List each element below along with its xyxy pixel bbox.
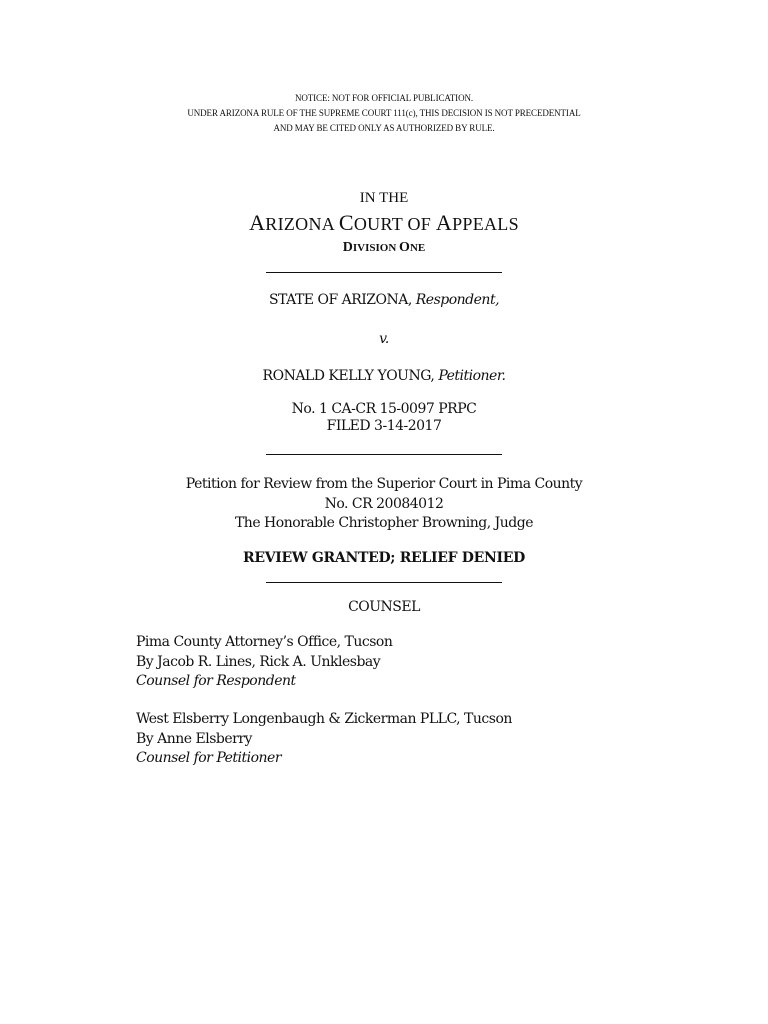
division-part: IVISION bbox=[352, 242, 400, 254]
petitioner-role: Petitioner. bbox=[438, 368, 506, 384]
divider-rule bbox=[266, 582, 502, 583]
court-division bbox=[0, 240, 768, 256]
versus-label: v. bbox=[379, 331, 389, 347]
petitioner-name: RONALD KELLY YOUNG, bbox=[262, 368, 439, 384]
division-part: NE bbox=[409, 242, 426, 254]
division-part: D bbox=[342, 240, 353, 255]
counsel-block-petitioner bbox=[136, 710, 696, 769]
respondent-name: STATE OF ARIZONA, bbox=[268, 292, 416, 308]
court-name bbox=[0, 210, 768, 236]
counsel-office: Pima County Attorney’s Office, Tucson bbox=[136, 634, 393, 650]
counsel-role: Counsel for Respondent bbox=[136, 673, 296, 689]
respondent-line bbox=[0, 292, 768, 308]
court-name-part: OURT OF bbox=[353, 214, 436, 234]
divider-rule bbox=[266, 454, 502, 455]
respondent-role: Respondent, bbox=[415, 292, 500, 308]
counsel-heading: COUNSEL bbox=[348, 599, 420, 615]
lower-court-case-number: No. CR 20084012 bbox=[324, 496, 444, 512]
counsel-role: Counsel for Petitioner bbox=[136, 750, 282, 766]
court-name-part: A bbox=[435, 210, 453, 235]
court-name-part: A bbox=[249, 210, 266, 235]
notice-line-3: AND MAY BE CITED ONLY AS AUTHORIZED BY RULE. bbox=[273, 123, 495, 133]
petitioner-line bbox=[0, 368, 768, 384]
court-intro: IN THE bbox=[359, 190, 409, 206]
presiding-judge: The Honorable Christopher Browning, Judge bbox=[234, 515, 534, 531]
docket-number: No. 1 CA-CR 15-0097 PRPC bbox=[291, 401, 477, 417]
petition-origin: Petition for Review from the Superior Court in Pima County bbox=[185, 476, 583, 492]
notice-line-2: UNDER ARIZONA RULE OF THE SUPREME COURT 111(c), THIS DECISION IS NOT PRECEDENTIAL bbox=[187, 108, 581, 118]
counsel-attorneys: By Jacob R. Lines, Rick A. Unklesbay bbox=[136, 653, 381, 670]
disposition: REVIEW GRANTED; RELIEF DENIED bbox=[243, 550, 525, 566]
filed-date: FILED 3-14-2017 bbox=[326, 418, 442, 434]
court-name-part: C bbox=[338, 210, 354, 235]
notice-line-1: NOTICE: NOT FOR OFFICIAL PUBLICATION. bbox=[294, 93, 474, 103]
court-name-part: RIZONA bbox=[265, 214, 339, 234]
publication-notice bbox=[0, 91, 768, 136]
counsel-office: West Elsberry Longenbaugh & Zickerman PLLC, Tucson bbox=[136, 711, 512, 727]
counsel-attorneys: By Anne Elsberry bbox=[136, 730, 252, 747]
counsel-block-respondent bbox=[136, 633, 696, 692]
divider-rule bbox=[266, 272, 502, 273]
division-part: O bbox=[399, 240, 410, 255]
court-name-part: PPEALS bbox=[452, 214, 519, 234]
